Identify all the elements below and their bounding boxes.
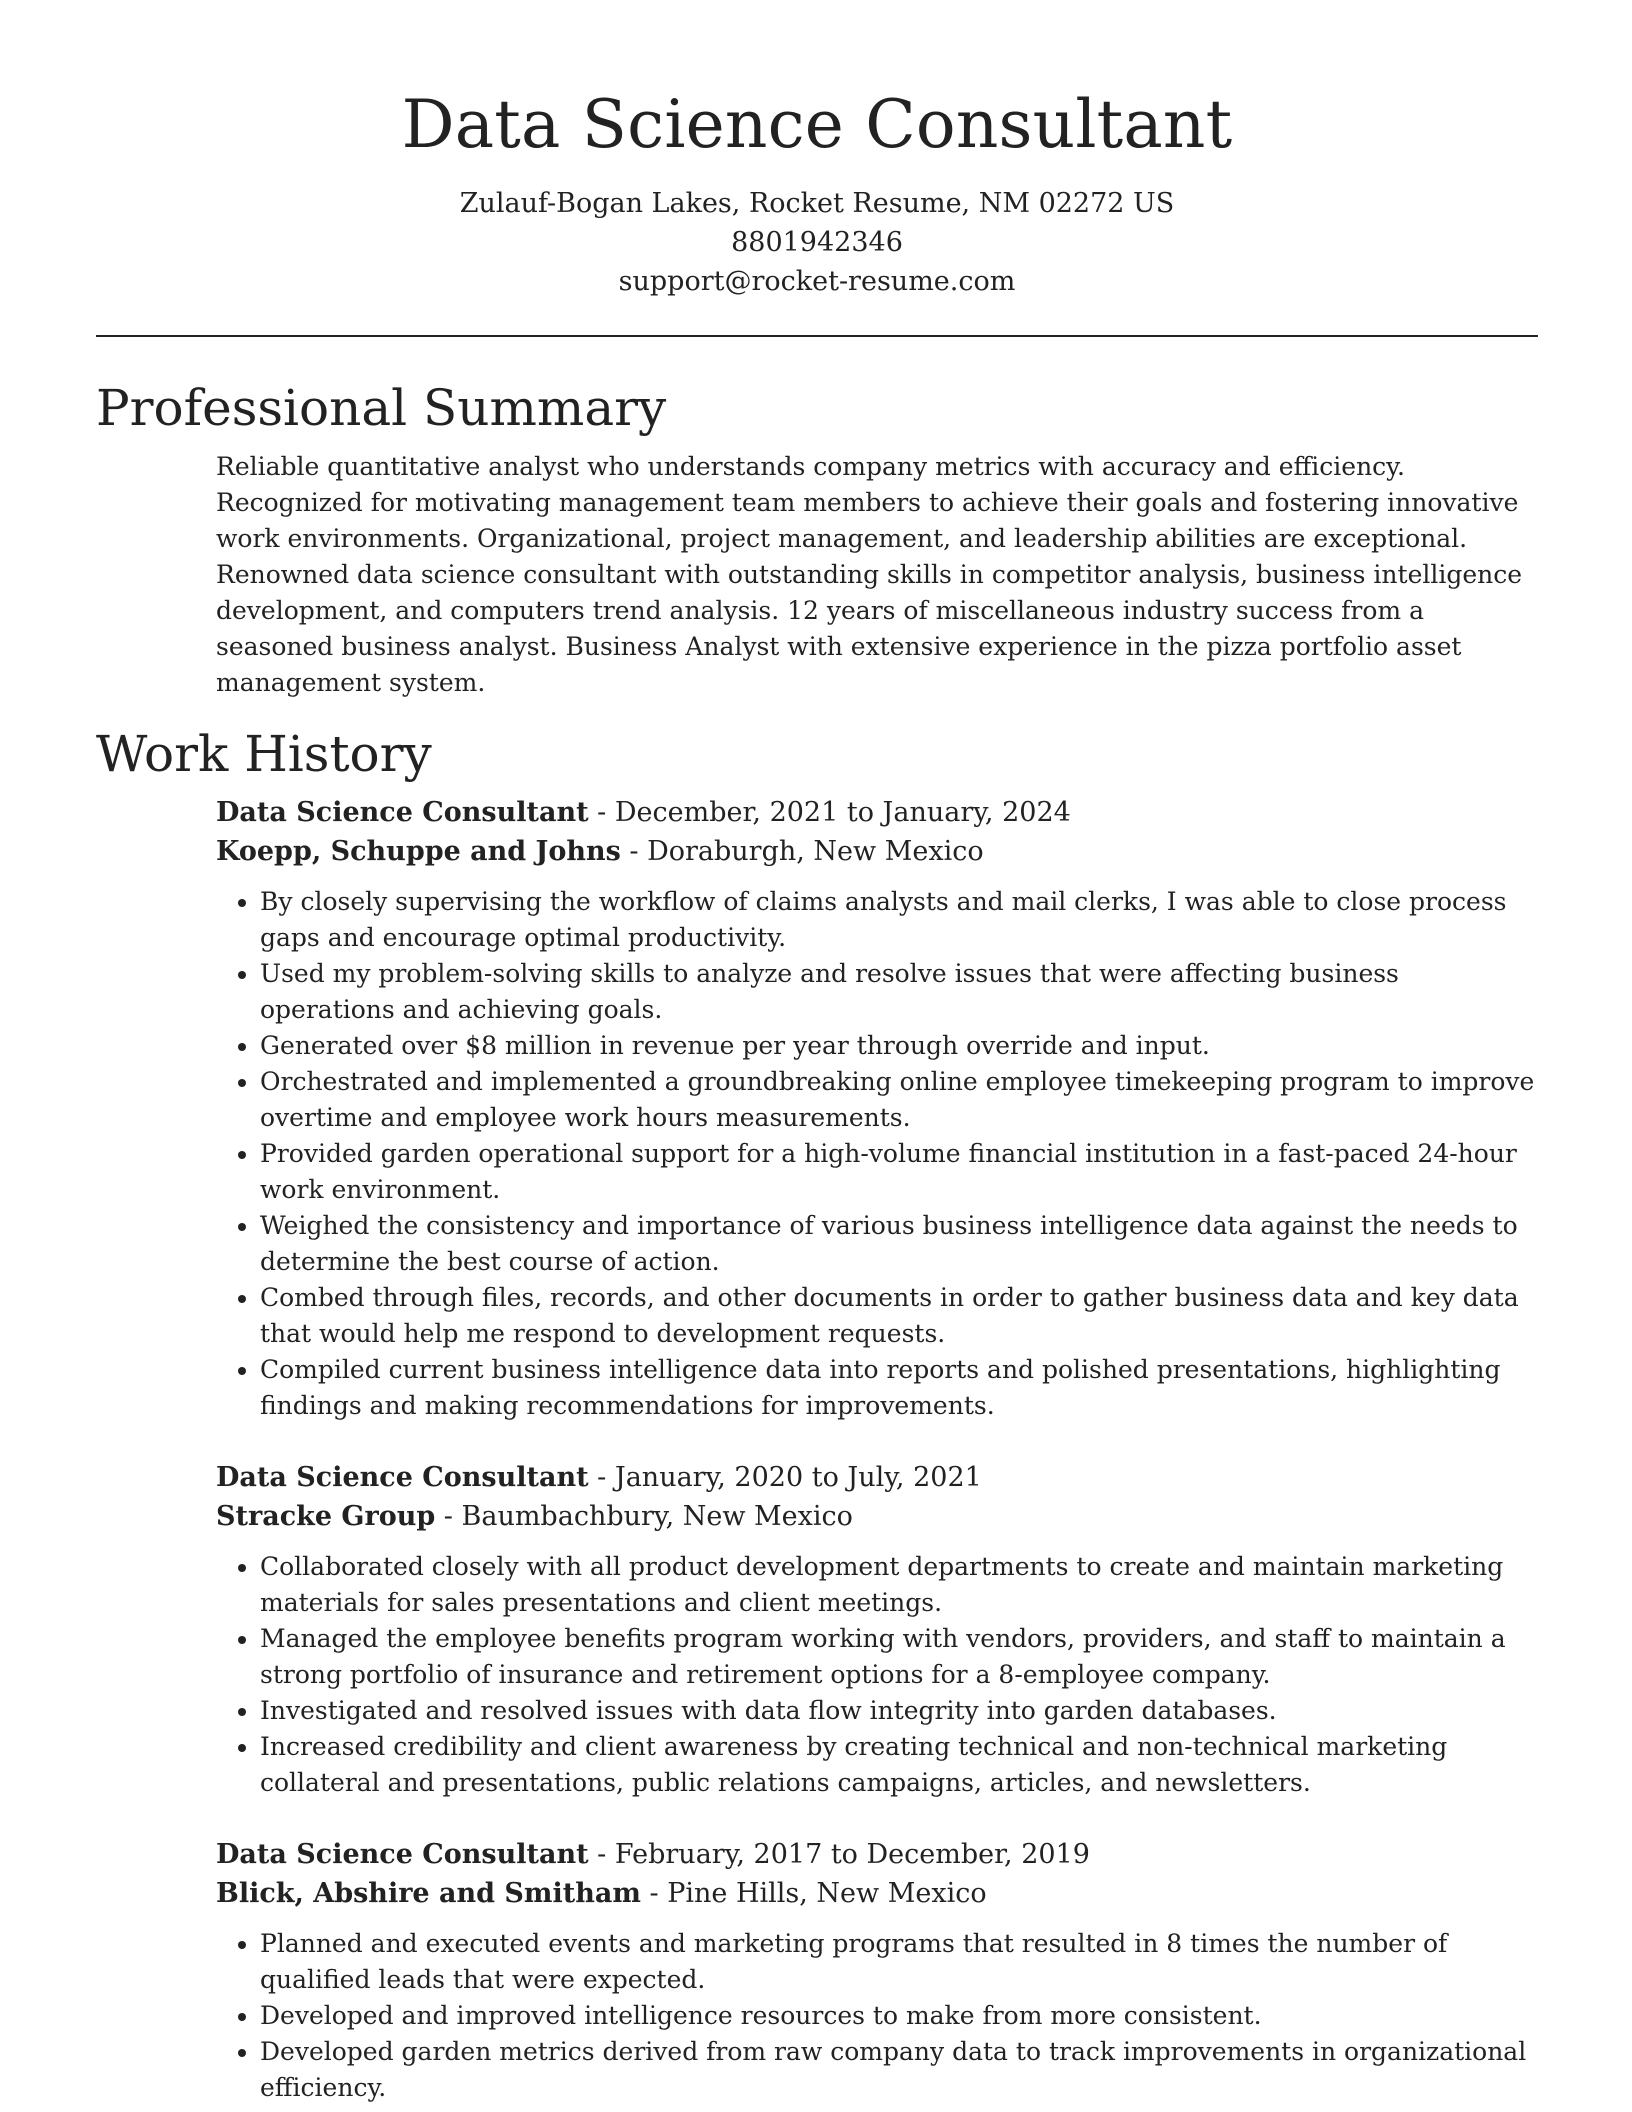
job-bullet: • Provided garden operational support for a high-volume financial institution in a fast-paced 24-hour work environment. <box>260 1136 1538 1208</box>
job-company: Stracke Group <box>216 1501 436 1532</box>
job-bullet: • Developed and improved intelligence resources to make from more consistent. <box>260 1998 1538 2034</box>
job-company: Blick, Abshire and Smitham <box>216 1878 641 1909</box>
job-entry <box>216 1458 1538 1801</box>
job-role: Data Science Consultant <box>216 1839 589 1870</box>
job-bullet: • Collaborated closely with all product development departments to create and maintain marketing materials for sales presentations and client meetings. <box>260 1549 1538 1621</box>
job-bullet: • Generated over $8 million in revenue per year through override and input. <box>260 1028 1538 1064</box>
job-bullet: • Developed garden metrics derived from raw company data to track improvements in organizational efficiency. <box>260 2034 1538 2106</box>
job-bullet: • Managed the employee benefits program working with vendors, providers, and staff to maintain a strong portfolio of insurance and retirement options for a 8-employee company. <box>260 1621 1538 1693</box>
job-company-line <box>216 1874 1538 1913</box>
job-role: Data Science Consultant <box>216 1462 589 1493</box>
contact-block <box>96 184 1538 301</box>
job-bullets <box>216 1926 1538 2106</box>
job-bullet: • Compiled current business intelligence data into reports and polished presentations, highlighting findings and making recommendations for improvements. <box>260 1352 1538 1424</box>
job-entry <box>216 793 1538 1424</box>
job-dates: - February, 2017 to December, 2019 <box>588 1839 1090 1870</box>
resume-page <box>96 0 1538 2106</box>
job-role: Data Science Consultant <box>216 797 589 828</box>
job-bullet: • Combed through files, records, and other documents in order to gather business data and key data that would help me respond to development requests. <box>260 1280 1538 1352</box>
job-bullet: • Planned and executed events and marketing programs that resulted in 8 times the number of qualified leads that were expected. <box>260 1926 1538 1998</box>
job-bullet: • Investigated and resolved issues with data flow integrity into garden databases. <box>260 1693 1538 1729</box>
job-dates: - December, 2021 to January, 2024 <box>588 797 1071 828</box>
job-role-line <box>216 1458 1538 1497</box>
contact-phone: 8801942346 <box>731 227 903 258</box>
job-company-line <box>216 832 1538 871</box>
summary-text: Reliable quantitative analyst who understands company metrics with accuracy and efficiency. Recognized for motivating management team members to achieve their goals and fostering innovative work environments. Organizational, project management, and leadership abilities are exceptional. Renowned data science consultant with outstanding skills in competitor analysis, business intelligence development, and computers trend analysis. 12 years of miscellaneous industry success from a seasoned business analyst. Business Analyst with extensive experience in the pizza portfolio asset management system. <box>216 452 1523 697</box>
job-role-line <box>216 793 1538 832</box>
job-company: Koepp, Schuppe and Johns <box>216 836 621 867</box>
resume-header <box>96 0 1538 301</box>
job-entry <box>216 1835 1538 2106</box>
job-dates: - January, 2020 to July, 2021 <box>588 1462 982 1493</box>
job-bullets <box>216 884 1538 1424</box>
header-divider <box>96 335 1538 337</box>
job-role-line <box>216 1835 1538 1874</box>
work-history-heading: Work History <box>96 725 432 783</box>
job-bullets <box>216 1549 1538 1801</box>
contact-email: support@rocket-resume.com <box>618 266 1016 297</box>
job-location: - Doraburgh, New Mexico <box>620 836 984 867</box>
job-bullet: • Weighed the consistency and importance of various business intelligence data against the needs to determine the best course of action. <box>260 1208 1538 1280</box>
job-company-line <box>216 1497 1538 1536</box>
job-bullet: • By closely supervising the workflow of claims analysts and mail clerks, I was able to close process gaps and encourage optimal productivity. <box>260 884 1538 956</box>
candidate-title: Data Science Consultant <box>401 86 1233 163</box>
job-bullet: • Used my problem-solving skills to analyze and resolve issues that were affecting business operations and achieving goals. <box>260 956 1538 1028</box>
contact-address: Zulauf-Bogan Lakes, Rocket Resume, NM 02272 US <box>459 188 1175 219</box>
work-history-section <box>216 793 1538 2106</box>
job-bullet: • Orchestrated and implemented a groundbreaking online employee timekeeping program to improve overtime and employee work hours measurements. <box>260 1064 1538 1136</box>
job-location: - Baumbachbury, New Mexico <box>435 1501 853 1532</box>
job-location: - Pine Hills, New Mexico <box>640 1878 987 1909</box>
summary-heading: Professional Summary <box>96 379 667 437</box>
job-bullet: • Increased credibility and client awareness by creating technical and non-technical marketing collateral and presentations, public relations campaigns, articles, and newsletters. <box>260 1729 1538 1801</box>
summary-section <box>216 449 1538 701</box>
